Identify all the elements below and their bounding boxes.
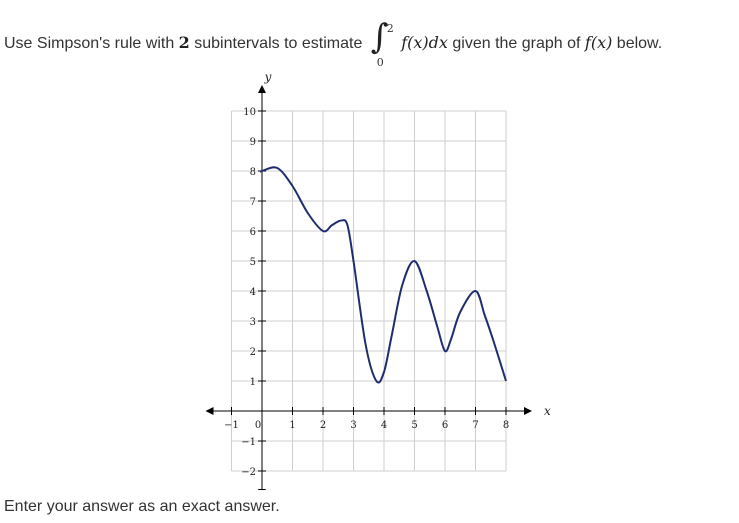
y-tick-label: 3 <box>249 317 256 328</box>
subinterval-count: 2 <box>178 33 190 53</box>
question-middle: subintervals to estimate <box>189 35 367 53</box>
question-suffix-1: given the graph of <box>447 35 585 53</box>
x-tick-label: 8 <box>502 420 510 431</box>
y-axis-up-arrow-icon <box>258 85 266 93</box>
y-tick-label: 9 <box>249 137 256 148</box>
answer-instructions: Enter your answer as an exact answer. <box>4 498 280 515</box>
x-axis-left-arrow-icon <box>206 407 214 415</box>
x-tick-label: 5 <box>411 420 418 431</box>
y-tick-label: 5 <box>249 257 256 268</box>
y-tick-label: 4 <box>249 287 256 298</box>
x-tick-label: 6 <box>441 420 449 431</box>
graph-svg <box>0 60 739 490</box>
x-tick-label: −1 <box>224 420 239 431</box>
y-tick-label: 7 <box>249 197 256 208</box>
x-tick-label: 0 <box>254 420 262 431</box>
y-tick-label: 8 <box>249 167 256 178</box>
x-tick-label: 2 <box>319 420 327 431</box>
function-curve-lead <box>260 171 262 172</box>
y-axis-label: y <box>264 70 272 84</box>
x-tick-label: 4 <box>380 420 388 431</box>
integrand: f(x)dx <box>401 33 448 53</box>
x-axis-right-arrow-icon <box>524 407 532 415</box>
y-tick-label: −2 <box>241 467 256 478</box>
y-tick-label: 6 <box>249 227 256 238</box>
y-tick-label: −1 <box>241 437 256 448</box>
function-name: f(x) <box>584 33 613 53</box>
function-graph <box>0 60 739 490</box>
x-axis-label: x <box>544 404 551 418</box>
y-tick-label: 10 <box>243 107 256 118</box>
question-text <box>4 17 739 69</box>
x-tick-label: 3 <box>350 420 357 431</box>
integral-sign-icon: ∫ <box>370 17 389 57</box>
integral-upper-limit: 2 <box>386 22 394 35</box>
y-tick-label: 2 <box>249 347 256 358</box>
definite-integral <box>367 17 397 69</box>
x-tick-label: 7 <box>472 420 479 431</box>
x-tick-label: 1 <box>289 420 296 431</box>
integral-lower-limit: 0 <box>376 56 384 69</box>
y-tick-label: 1 <box>249 377 256 388</box>
y-axis-down-arrow-icon <box>258 489 266 490</box>
question-prefix: Use Simpson's rule with <box>4 35 179 53</box>
question-suffix-2: below. <box>612 35 663 53</box>
